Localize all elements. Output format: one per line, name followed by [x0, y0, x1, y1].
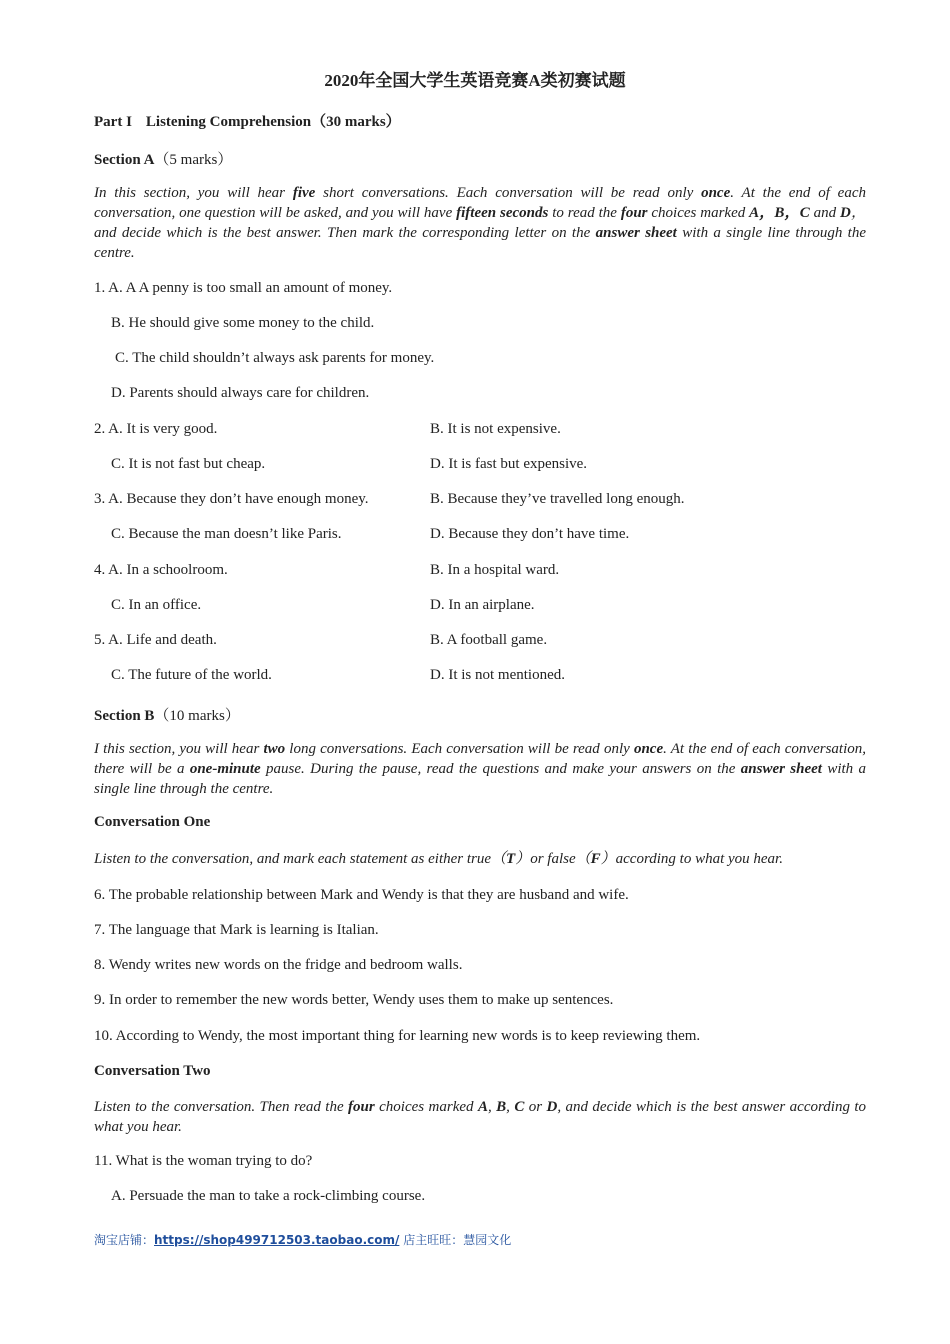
question-4-option-a: 4. A. In a schoolroom.: [94, 562, 228, 578]
question-5-option-c: C. The future of the world.: [111, 667, 272, 683]
section-b-instructions: I this section, you will hear two long conversations. Each conversation will be read only once. At the end of each conversation, there will be a one-minute pause. During the pause, read the questions and make your answers on the answer sheet with a single line through the centre.: [94, 741, 867, 797]
question-5-option-a: 5. A. Life and death.: [94, 632, 217, 648]
question-2-option-b: B. It is not expensive.: [430, 421, 561, 437]
question-3-option-c: C. Because the man doesn’t like Paris.: [111, 526, 342, 542]
question-5-option-d: D. It is not mentioned.: [430, 667, 565, 683]
part-name: Listening Comprehension（30 marks）: [145, 114, 401, 130]
footer: [94, 1231, 511, 1248]
section-b-heading: [94, 704, 240, 725]
section-a-heading: [94, 148, 232, 169]
question-3-option-d: D. Because they don’t have time.: [430, 526, 630, 542]
question-2-option-d: D. It is fast but expensive.: [430, 456, 588, 472]
page-title: 2020年全国大学生英语竞赛A类初赛试题: [324, 71, 626, 90]
footer-shop-label: 淘宝店铺：: [94, 1233, 155, 1247]
question-6: 6. The probable relationship between Mark and Wendy is that they are husband and wife.: [94, 887, 629, 903]
question-1-option-b: B. He should give some money to the child.: [111, 315, 375, 331]
question-4-option-d: D. In an airplane.: [430, 597, 535, 613]
question-8: 8. Wendy writes new words on the fridge and bedroom walls.: [94, 957, 463, 973]
part-heading: [94, 110, 401, 131]
question-10: 10. According to Wendy, the most important thing for learning new words is to keep reviewing them.: [94, 1028, 701, 1044]
section-a-marks: （5 marks）: [154, 152, 233, 168]
question-2-option-a: 2. A. It is very good.: [94, 421, 218, 437]
conversation-two-instructions: Listen to the conversation. Then read the four choices marked A, B, C or D, and decide which is the best answer according to what you hear.: [94, 1099, 867, 1135]
conversation-two-heading: Conversation Two: [94, 1063, 211, 1079]
section-b-marks: （10 marks）: [154, 708, 240, 724]
footer-owner: 店主旺旺：慧园文化: [399, 1233, 512, 1247]
section-a-instructions: In this section, you will hear five short conversations. Each conversation will be read only once. At the end of each conversation, one question will be asked, and you will have fifteen seconds to read the four choices marked A，B，C and D，and decide which is the best answer. Then mark the corresponding letter on the answer sheet with a single line through the centre.: [94, 185, 867, 261]
question-2-option-c: C. It is not fast but cheap.: [111, 456, 266, 472]
question-1-option-a: 1. A. A A penny is too small an amount of money.: [94, 280, 393, 296]
question-5-option-b: B. A football game.: [430, 632, 548, 648]
question-7: 7. The language that Mark is learning is Italian.: [94, 922, 379, 938]
question-4-option-b: B. In a hospital ward.: [430, 562, 560, 578]
question-1-option-c: C. The child shouldn’t always ask parents for money.: [115, 350, 435, 366]
question-3-option-b: B. Because they’ve travelled long enough.: [430, 491, 685, 507]
question-3-option-a: 3. A. Because they don’t have enough money.: [94, 491, 369, 507]
question-11: 11. What is the woman trying to do?: [94, 1153, 313, 1169]
section-a-label: Section A: [94, 152, 155, 168]
conversation-one-instructions: Listen to the conversation, and mark each statement as either true（T）or false（F）according to what you hear.: [94, 851, 783, 867]
question-4-option-c: C. In an office.: [111, 597, 202, 613]
conversation-one-heading: Conversation One: [94, 814, 211, 830]
question-11-option-a: A. Persuade the man to take a rock-climbing course.: [111, 1188, 426, 1204]
question-1-option-d: D. Parents should always care for children.: [111, 385, 370, 401]
section-b-label: Section B: [94, 708, 155, 724]
part-label: Part I: [94, 114, 132, 130]
footer-shop-link[interactable]: https://shop499712503.taobao.com/: [154, 1233, 400, 1247]
question-9: 9. In order to remember the new words better, Wendy uses them to make up sentences.: [94, 992, 614, 1008]
